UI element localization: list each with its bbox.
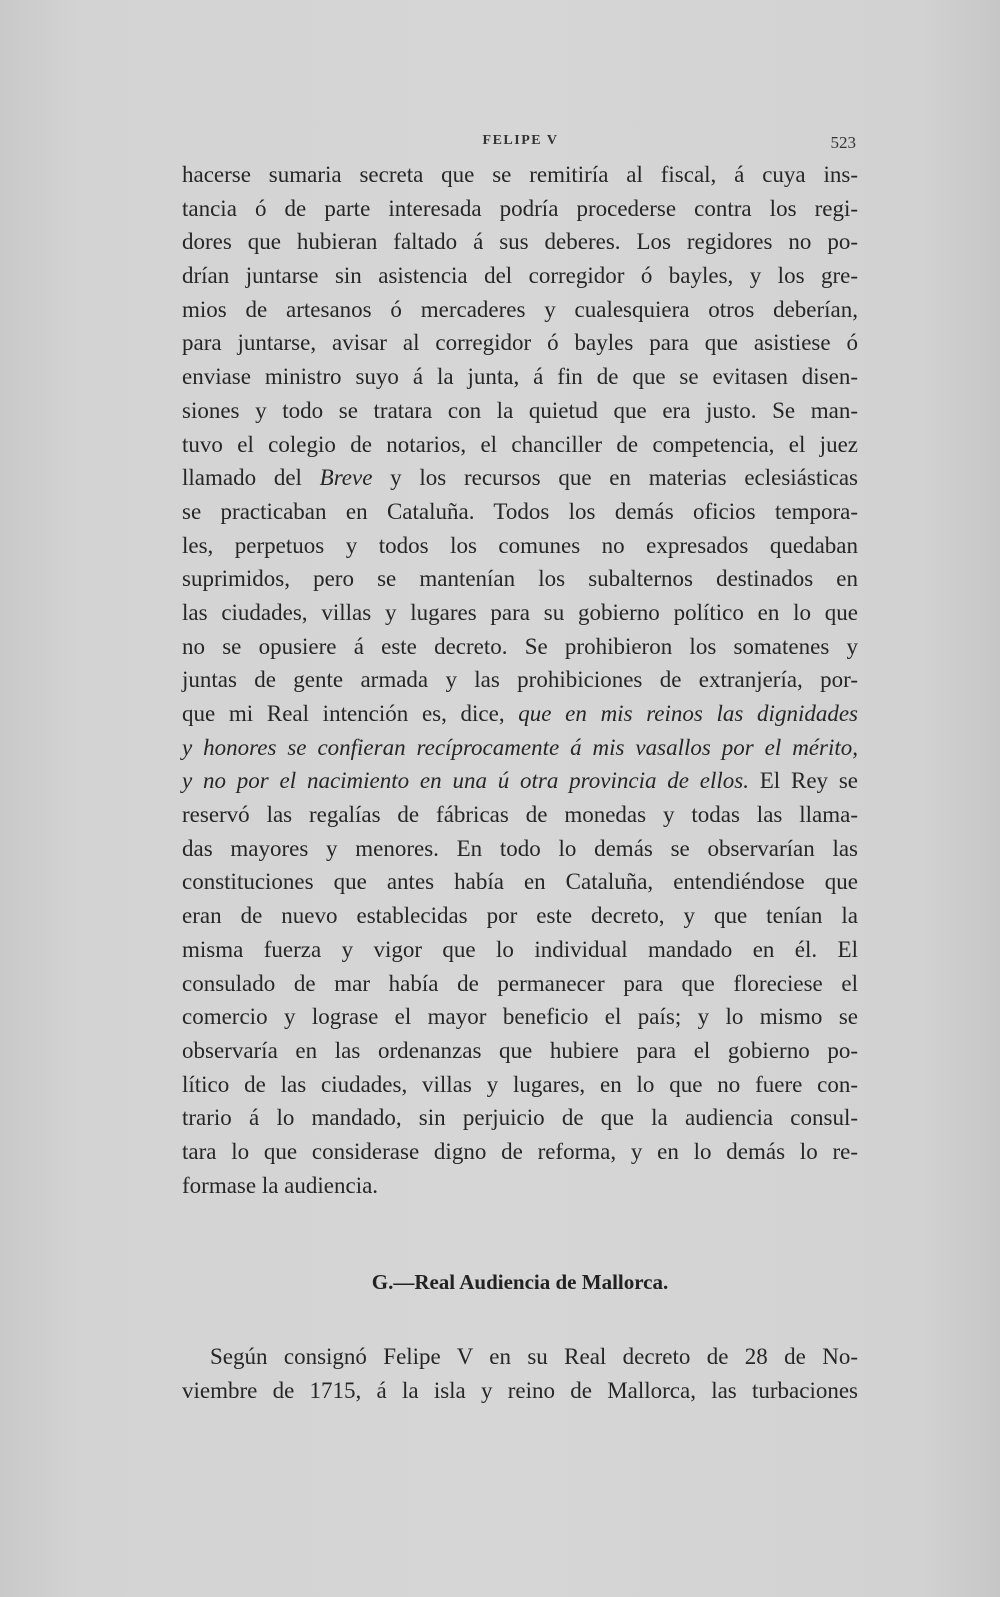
running-head: [183, 133, 858, 153]
text-line: constituciones que antes había en Cataluña, entendiéndose que: [182, 869, 858, 895]
running-title: FELIPE V: [482, 133, 559, 148]
text-line: comercio y lograse el mayor beneficio el país; y lo mismo se: [182, 1004, 858, 1030]
text-line: lítico de las ciudades, villas y lugares, en lo que no fuere con-: [182, 1071, 858, 1097]
text-segment: El Rey se: [748, 768, 858, 794]
text-line: reservó las regalías de fábricas de monedas y todas las llama-: [182, 802, 858, 828]
text-line-quote-mid: y honores se confieran recíprocamente á mis vasallos por el mérito,: [182, 734, 858, 760]
section-heading: G.—Real Audiencia de Mallorca.: [371, 1270, 669, 1294]
text-line-quote-start: [182, 697, 858, 731]
text-line: tara lo que considerase digno de reforma, y en lo demás lo re-: [182, 1138, 858, 1164]
text-line: suprimidos, pero se mantenían los subalternos destinados en: [182, 566, 858, 592]
italic-title-breve: Breve: [319, 465, 373, 491]
text-line: trario á lo mandado, sin perjuicio de que la audiencia consul-: [182, 1105, 858, 1131]
text-line: consulado de mar había de permanecer para que floreciese el: [182, 970, 858, 996]
text-segment: que mi Real intención es, dice,: [182, 701, 519, 726]
text-line: dores que hubieran faltado á sus deberes. Los regidores no po-: [182, 229, 858, 255]
body-paragraph: [182, 158, 858, 1202]
text-line: enviase ministro suyo á la junta, á fin de que se evitasen disen-: [182, 364, 858, 390]
text-line: observaría en las ordenanzas que hubiere para el gobierno po-: [182, 1037, 858, 1063]
text-line: se practicaban en Cataluña. Todos los demás oficios tempora-: [182, 498, 858, 524]
text-line: drían juntarse sin asistencia del corregidor ó bayles, y los gre-: [182, 263, 858, 289]
text-line: Según consignó Felipe V en su Real decreto de 28 de No-: [210, 1344, 858, 1369]
text-line: tancia ó de parte interesada podría procederse contra los regi-: [182, 195, 858, 221]
text-line: eran de nuevo establecidas por este decreto, y que tenían la: [182, 903, 858, 929]
text-line-breve: [182, 461, 858, 495]
text-line: hacerse sumaria secreta que se remitiría al fiscal, á cuya ins-: [182, 162, 858, 187]
text-line: no se opusiere á este decreto. Se prohibieron los somatenes y: [182, 633, 858, 659]
text-line: les, perpetuos y todos los comunes no expresados quedaban: [182, 532, 858, 558]
text-line: misma fuerza y vigor que lo individual mandado en él. El: [182, 936, 858, 962]
text-segment: llamado del: [182, 465, 320, 491]
text-line-quote-end: [182, 764, 858, 798]
text-segment: y los recursos que en materias eclesiásticas: [372, 465, 859, 491]
text-line: viembre de 1715, á la isla y reino de Mallorca, las turbaciones: [182, 1377, 858, 1403]
text-line: para juntarse, avisar al corregidor ó bayles para que asistiese ó: [182, 330, 858, 356]
text-line: das mayores y menores. En todo lo demás se observarían las: [182, 835, 858, 861]
text-line: mios de artesanos ó mercaderes y cualesquiera otros deberían,: [182, 296, 858, 322]
text-line-last: formase la audiencia.: [182, 1172, 379, 1198]
page-number: 523: [830, 133, 856, 152]
text-line: siones y todo se tratara con la quietud que era justo. Se man-: [182, 397, 858, 423]
text-line: juntas de gente armada y las prohibiciones de extranjería, por-: [182, 667, 858, 693]
text-line: las ciudades, villas y lugares para su gobierno político en lo que: [182, 599, 858, 625]
section-paragraph: [182, 1340, 858, 1407]
italic-quote: que en mis reinos las dignidades: [518, 701, 859, 726]
text-line: tuvo el colegio de notarios, el chanciller de competencia, el juez: [182, 431, 858, 457]
italic-quote: y no por el nacimiento en una ú otra provincia de ellos.: [182, 768, 749, 794]
